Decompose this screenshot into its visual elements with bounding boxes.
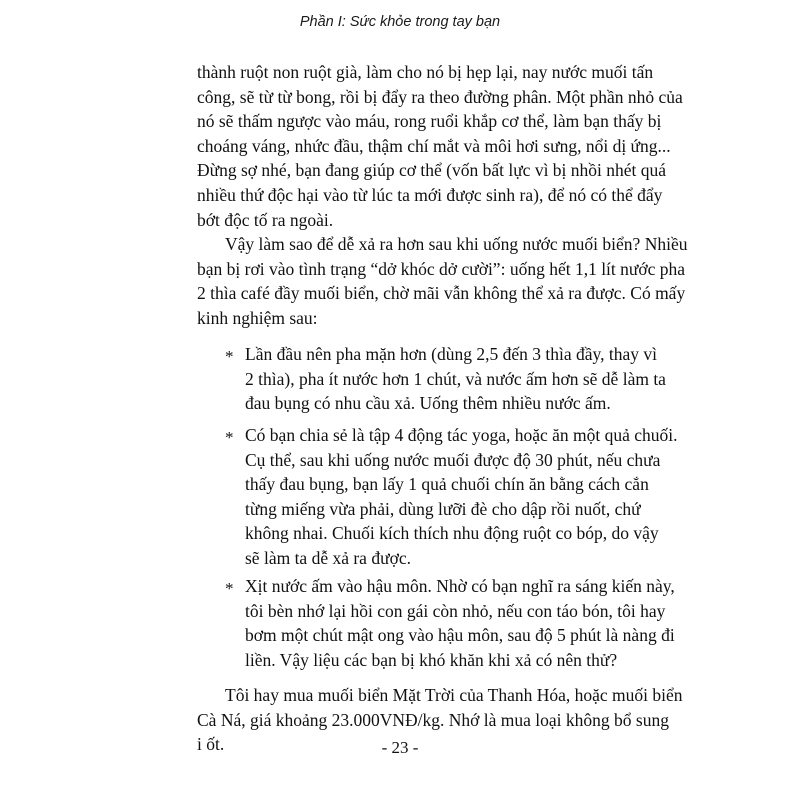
text-line: nó sẽ thấm ngược vào máu, rong ruổi khắp cơ thể, làm bạn thấy bị bbox=[197, 111, 662, 132]
text-line: Cụ thể, sau khi uống nước muối được độ 30 phút, nếu chưa bbox=[245, 449, 661, 470]
text-line: nhiều thứ độc hại vào từ lúc ta mới được sinh ra), để nó có thể đẩy bbox=[197, 184, 663, 205]
running-header: Phần I: Sức khỏe trong tay bạn bbox=[299, 14, 501, 30]
text-line: công, sẽ từ từ bong, rồi bị đẩy ra theo đường phân. Một phần nhỏ của bbox=[197, 86, 683, 107]
paragraph-1 bbox=[197, 60, 683, 232]
text-line: Vậy làm sao để dễ xả ra hơn sau khi uống nước muối biển? Nhiều bbox=[225, 234, 688, 254]
text-line: 2 thìa), pha ít nước hơn 1 chút, và nước ấm hơn sẽ dễ làm ta bbox=[245, 368, 666, 389]
paragraph-2 bbox=[197, 232, 688, 330]
text-line: từng miếng vừa phải, dùng lưỡi đè cho dập rồi nuốt, chứ bbox=[245, 498, 641, 519]
text-line: không nhai. Chuối kích thích nhu động ruột co bóp, do vậy bbox=[245, 523, 659, 544]
text-line: bớt độc tố ra ngoài. bbox=[197, 209, 334, 230]
text-line: Cà Ná, giá khoảng 23.000VNĐ/kg. Nhớ là mua loại không bổ sung bbox=[197, 709, 669, 730]
text-line: kinh nghiệm sau: bbox=[197, 307, 318, 328]
text-line: liền. Vậy liệu các bạn bị khó khăn khi xả có nên thử? bbox=[245, 649, 618, 670]
text-line: choáng váng, nhức đầu, thậm chí mắt và môi hơi sưng, nổi dị ứng... bbox=[197, 135, 671, 156]
bullet-item-1 bbox=[245, 342, 666, 416]
bullet-item-2 bbox=[245, 423, 678, 571]
text-line: thành ruột non ruột già, làm cho nó bị hẹp lại, nay nước muối tấn bbox=[197, 62, 654, 82]
text-line: tôi bèn nhớ lại hồi con gái còn nhỏ, nếu con táo bón, tôi hay bbox=[245, 600, 666, 621]
text-line: Tôi hay mua muối biển Mặt Trời của Thanh Hóa, hoặc muối biển bbox=[225, 685, 683, 705]
text-line: Xịt nước ấm vào hậu môn. Nhờ có bạn nghĩ ra sáng kiến này, bbox=[245, 576, 675, 596]
text-line: i ốt. bbox=[197, 734, 225, 755]
text-line: bạn bị rơi vào tình trạng “dở khóc dở cười”: uống hết 1,1 lít nước pha bbox=[197, 258, 686, 279]
text-line: Đừng sợ nhé, bạn đang giúp cơ thể (vốn bất lực vì bị nhồi nhét quá bbox=[197, 160, 667, 181]
text-line: Lần đầu nên pha mặn hơn (dùng 2,5 đến 3 thìa đầy, thay vì bbox=[245, 344, 657, 364]
text-line: bơm một chút mật ong vào hậu môn, sau độ 5 phút là nàng đi bbox=[245, 625, 675, 646]
bullet-item-3 bbox=[245, 574, 675, 672]
page-number: - 23 - bbox=[381, 738, 419, 757]
text-line: thấy đau bụng, bạn lấy 1 quả chuối chín ăn bằng cách cắn bbox=[245, 474, 649, 495]
text-line: đau bụng có nhu cầu xả. Uống thêm nhiều nước ấm. bbox=[245, 393, 611, 414]
bullet-marker: * bbox=[225, 347, 234, 366]
text-line: sẽ làm ta dễ xả ra được. bbox=[245, 547, 411, 568]
text-line: Có bạn chia sẻ là tập 4 động tác yoga, hoặc ăn một quả chuối. bbox=[245, 425, 678, 445]
bullet-marker: * bbox=[225, 579, 234, 598]
text-line: 2 thìa café đầy muối biển, chờ mãi vẫn không thể xả ra được. Có mấy bbox=[197, 283, 686, 304]
bullet-marker: * bbox=[225, 428, 234, 447]
